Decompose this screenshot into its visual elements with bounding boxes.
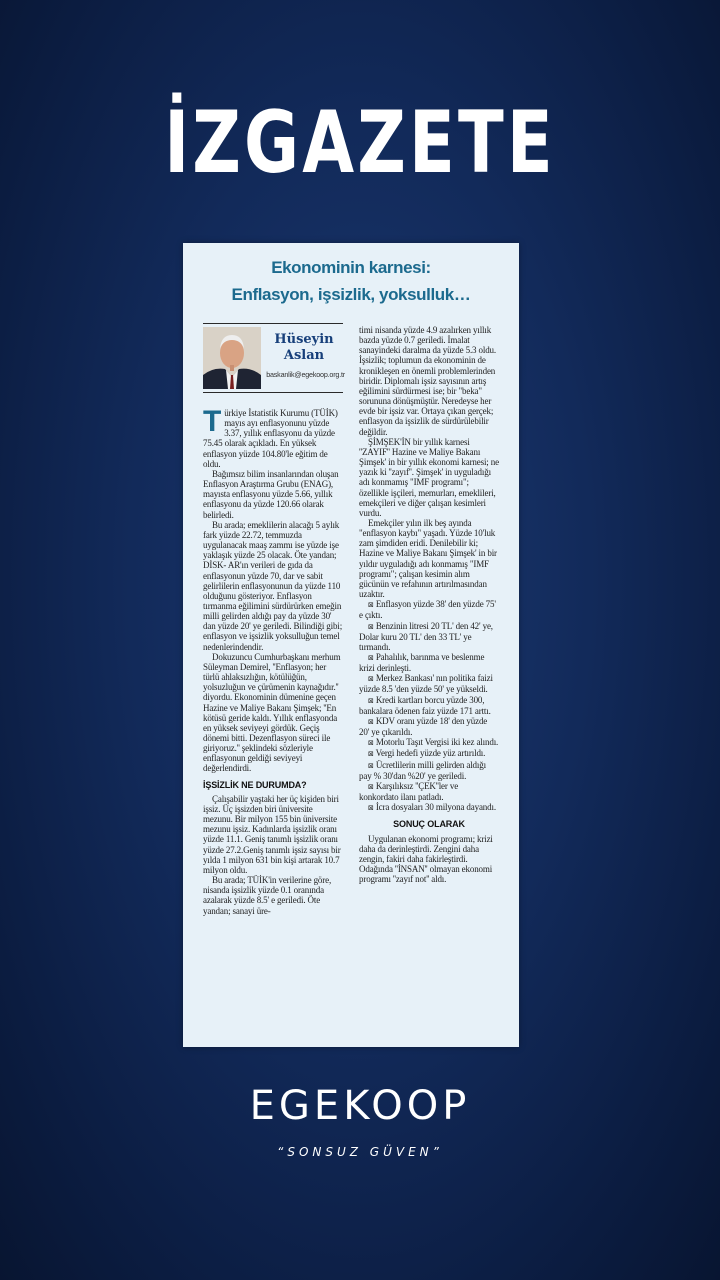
bullet-item: ⊠ Ücretlilerin milli gelirden aldığı pay % 30'dan %20' ye geriledi. xyxy=(359,759,486,781)
bullet-list xyxy=(359,599,499,813)
paragraph: ŞİMŞEK'İN bir yıllık karnesi ''ZAYIF'' Hazine ve Maliye Bakanı Şimşek' in bir yıllık ekonomi karnesi; ne yazık ki ''zayıf''. Şimşek' in uyguladığı adı konmamış "IMF programı"; özellikle işçileri, memurları, emeklileri, emekçileri ve diğer çalışan kesimleri vurdu. xyxy=(359,436,499,518)
paragraph: timi nisanda yüzde 4.9 azalırken yıllık bazda yüzde 0.7 geriledi. İmalat sanayindeki daralma da yüzde 5.3 oldu. İşsizlik; toplumun da ekonominin de kronikleşen en önemli problemlerinden biridir. Diplomalı işsiz sayısının artış eğilimini sürdürmesi ise; bir "beka" sorununa dönüşmüştür. Neredeyse her evde bir işsiz var. Ortaya çıkan gerçek; enflasyon da işsizlik de sürdürülebilir değildir. xyxy=(359,325,497,437)
headline-line-1: Ekonominin karnesi: xyxy=(271,258,431,277)
checkbox-bullet-icon: ⊠ xyxy=(368,750,374,759)
section-heading: SONUÇ OLARAK xyxy=(393,819,465,830)
drop-cap: T xyxy=(203,405,222,438)
checkbox-bullet-icon: ⊠ xyxy=(368,675,374,684)
paragraph: Türkiye İstatistik Kurumu (TÜİK) mayıs ayı enflasyonunu yüzde 3.37, yıllık enflasyonu da yüzde 75.45 olarak açıkladı. En yüksek enflasyon yüzde 104.80'le eğitim de oldu. xyxy=(203,405,338,469)
author-email: baskanlik@egekoop.org.tr xyxy=(266,370,345,379)
article-column-1 xyxy=(203,405,343,916)
bullet-item: ⊠ İcra dosyaları 30 milyona dayandı. xyxy=(368,802,496,813)
checkbox-bullet-icon: ⊠ xyxy=(368,782,374,791)
bullet-item: ⊠ Vergi hedefi yüzde yüz artırıldı. xyxy=(368,748,486,759)
paragraph: Bu arada; TÜİK'in verilerine göre, nisanda işsizlik yüzde 0.1 oranında azalarak yüzde 8.5' e geriledi. Öte yandan; sanayi üre- xyxy=(203,875,332,916)
masthead-logo: İZGAZETE xyxy=(164,93,556,193)
author-last-name: Aslan xyxy=(283,348,325,363)
brand-logo: EGEKOOP xyxy=(249,1083,471,1129)
bullet-item: ⊠ Kredi kartları borcu yüzde 300, bankalara ödenen faiz yüzde 171 arttı. xyxy=(359,694,491,716)
newspaper-clipping xyxy=(183,243,519,1047)
bullet-item: ⊠ Merkez Bankası' nın politika faizi yüzde 8.5 'den yüzde 50' ye yükseldi. xyxy=(359,673,493,695)
brand-slogan: “SONSUZ GÜVEN” xyxy=(277,1145,443,1159)
checkbox-bullet-icon: ⊠ xyxy=(368,654,374,662)
headline-line-2: Enflasyon, işsizlik, yoksulluk… xyxy=(231,285,471,304)
checkbox-bullet-icon: ⊠ xyxy=(368,739,374,748)
paragraph: Bu arada; emeklilerin alacağı 5 aylık fark yüzde 22.72, temmuzda uygulanacak maaş zammı ise yüzde işe yaklaşık yüzde 25 olacak. Öte yandan; DİSK- AR'ın verileri de gıda da enflasyonun yüzde 70, dar ve sabit gelirlilerin enflasyonunun da yüzde 110 olduğunu gösteriyor. Enflasyon tırmanma eğilimini sürdürürken emeğin milli gelirden aldığı pay da yüzde 30' dan yüzde 20' ye geriledi. Bilindiği gibi; enflasyon ve işsizlik yoksulluğun temel nedenlerindendir. xyxy=(203,519,343,652)
author-portrait xyxy=(203,327,261,389)
paragraph: Dokuzuncu Cumhurbaşkanı merhum Süleyman Demirel, ''Enflasyon; her türlü ahlaksızlığın, kötülüğün, yolsuzluğun ve çürümenin kaynağıdır.'' diyordu. Ekonominin dümenine geçen Hazine ve Maliye Bakanı Şimşek; ''En kötüsü geride kaldı. Yıllık enflasyonda en yüksek seviyeyi gördük. Geçiş dönemi bitti. Dezenflasyon süreci ile giriyoruz.'' şeklindeki sözleriyle enflasyonun geldiği seviyeyi değerlendirdi. xyxy=(203,651,341,774)
bullet-item: ⊠ Karşılıksız ''ÇEK''ler ve konkordato ilanı patladı. xyxy=(359,780,459,803)
checkbox-bullet-icon: ⊠ xyxy=(368,696,374,705)
paragraph: Uygulanan ekonomi programı; krizi daha da derinleştirdi. Zengini daha zengin, fakiri daha fakirleştirdi. Odağında ''İNSAN'' olmayan ekonomi programı ''zayıf not'' aldı. xyxy=(359,833,493,885)
author-first-name: Hüseyin xyxy=(274,332,334,347)
checkbox-bullet-icon: ⊠ xyxy=(368,601,374,610)
paragraph: Emekçiler yılın ilk beş ayında "enflasyon kaybı" yaşadı. Yüzde 10'luk zam şimdiden eridi. Denilebilir ki; Hazine ve Maliye Bakanı Şimşek' in bir yıldır uyguladığı adı konmamış "IMF programı"; çalışan kesimin alım gücünün ve refahının artırılmasından uzaktır. xyxy=(359,517,497,600)
checkbox-bullet-icon: ⊠ xyxy=(368,622,374,631)
bullet-item: ⊠ Enflasyon yüzde 38' den yüzde 75' e çıktı. xyxy=(359,599,496,621)
bullet-item: ⊠ KDV oranı yüzde 18' den yüzde 20' ye çıkarıldı. xyxy=(359,715,488,738)
checkbox-bullet-icon: ⊠ xyxy=(368,761,374,770)
checkbox-bullet-icon: ⊠ xyxy=(368,804,374,813)
author-box xyxy=(203,323,343,393)
section-heading: İŞSİZLİK NE DURUMDA? xyxy=(203,779,307,790)
bullet-item: ⊠ Motorlu Taşıt Vergisi iki kez alındı. xyxy=(368,737,499,748)
bullet-item: ⊠ Benzinin litresi 20 TL' den 42' ye, Dolar kuru 20 TL' den 33 TL' ye tırmandı. xyxy=(359,620,493,652)
article-column-2 xyxy=(359,325,499,884)
paragraph: Çalışabilir yaştaki her üç kişiden biri işsiz. Üç işsizden biri üniversite mezunu. Bir milyon 155 bin üniversite mezunu işsiz. Kadınlarda işsizlik oranı yüzde 11.1. Geniş tanımlı işsizlik oranı yüzde 27.2.Geniş tanımlı işsiz sayısı bir yılda 1 milyon 631 bin kişi artarak 10.7 milyon oldu. xyxy=(203,793,341,875)
paragraph: Bağımsız bilim insanlarından oluşan Enflasyon Araştırma Grubu (ENAG), mayısta enflasyonu yüzde 5.66, yıllık enflasyonu da yüzde 120.66 olarak belirledi. xyxy=(203,468,339,520)
checkbox-bullet-icon: ⊠ xyxy=(368,717,374,726)
bullet-item: ⊠ Pahalılık, barınma ve beslenme krizi derinleşti. xyxy=(359,652,485,674)
